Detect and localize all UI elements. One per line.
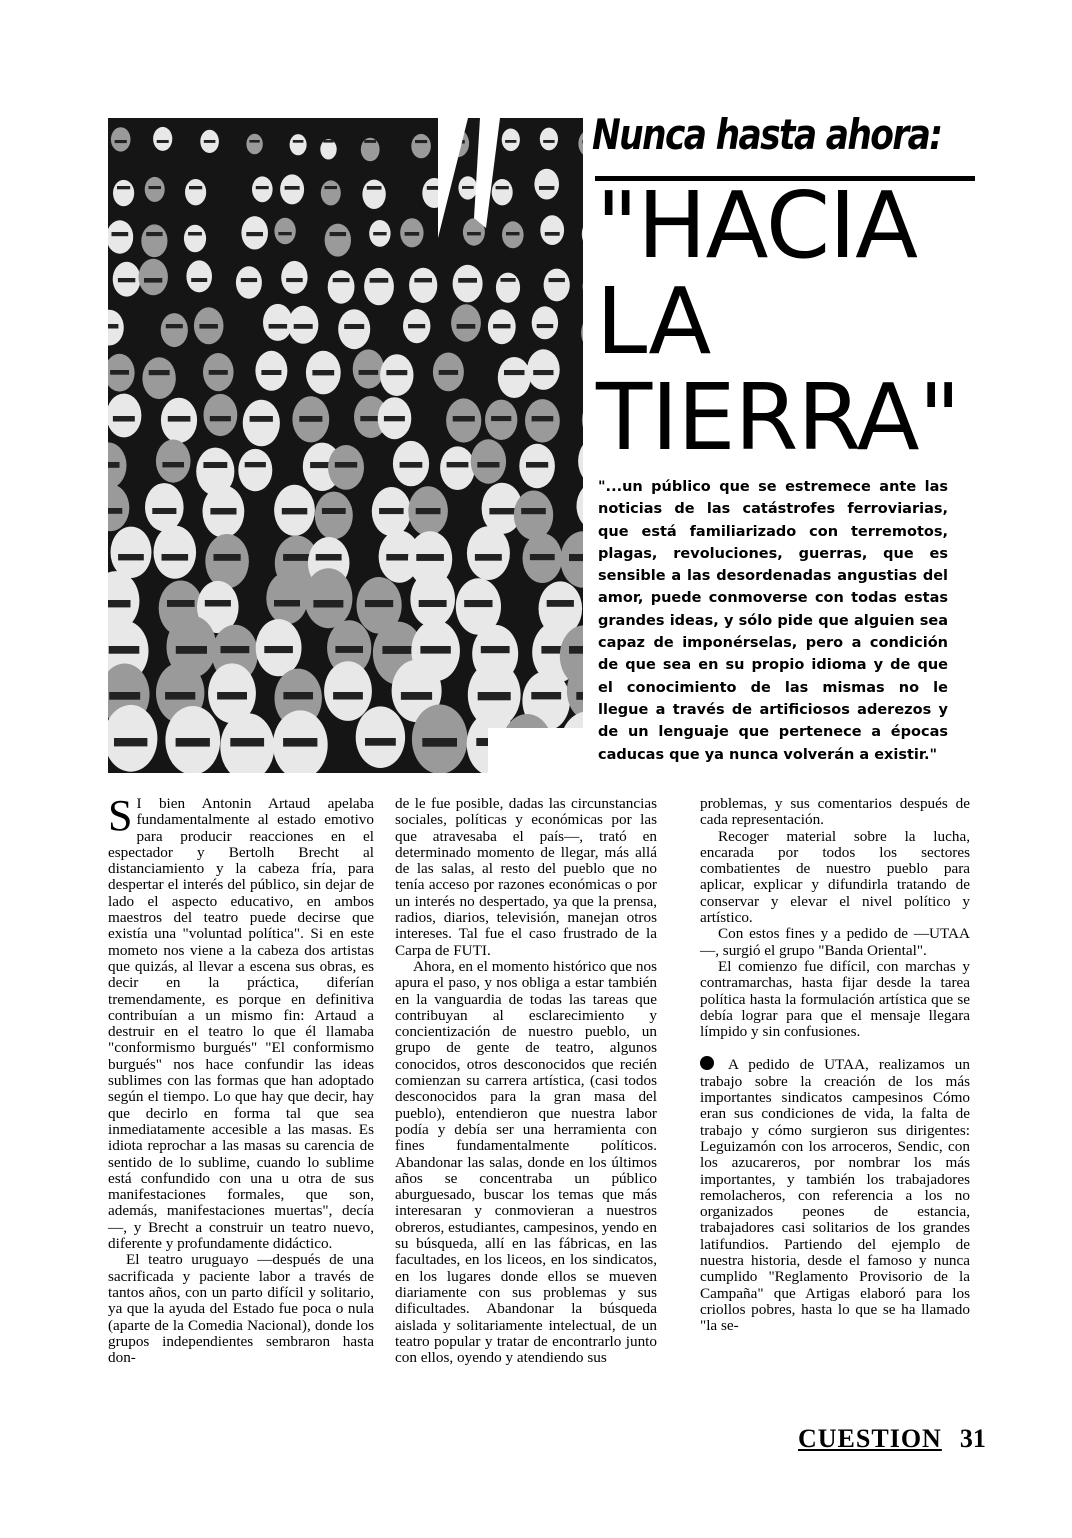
pull-quote: "...un público que se estremece ante las noticias de las catástrofes ferroviarias, que está familiarizado con terremotos, plagas, revoluciones, guerras, que es sensible a las desordenadas angustias del amor, puede conmoverse con todas estas grandes ideas, y sólo pide que alguien sea capaz de imponérselas, pero a condición de que sea en su propio idioma y de que el conocimiento de las mismas no le llegue a través de artificiosos aderezos y de un lenguaje que pertenece a épocas caducas que ya nunca volverán a existir."	[598, 479, 948, 763]
column-3	[700, 796, 970, 1335]
page-footer	[798, 1424, 998, 1454]
headline-line-1: "HACIA	[596, 172, 918, 279]
paragraph	[700, 1056, 970, 1334]
column-2	[395, 796, 657, 1366]
paragraph-text: A pedido de UTAA, realizamos un trabajo sobre la creación de los más importantes sindicatos campesinos Cómo eran sus condiciones de vida, la falta de trabajo y cómo surgieron sus dirigentes: Leguizamón con los arroceros, Sendic, con los azucareros, por nombrar los más importantes, y también los trabajadores remolacheros, con referencia a los no organizados peones de estancia, trabajadores casi solitarios de los grandes latifundios. Partiendo del ejemplo de nuestra historia, desde el famoso y nunca cumplido "Reglamento Provisorio de la Campaña" que Artigas elaboró para los criollos pobres, hasta lo que se ha llamado "la se-	[700, 1056, 970, 1335]
paragraph: Ahora, en el momento histórico que nos apura el paso, y nos obliga a estar también en la vanguardia de todas las tareas que contribuyan al esclarecimiento y concientización de nuestro pueblo, un grupo de gente de teatro, algunos conocidos, otros desconocidos que recién comienzan su carrera artística, (casi todos desconocidos para la gran masa del pueblo), entendieron que nuestra labor podía y debía ser una herramienta con fines fundamentalmente políticos. Abandonar las salas, donde en los últimos años se concentraba un público aburguesado, buscar los temas que más interesaran y conmovieran a nuestros obreros, estudiantes, campesinos, yendo en su búsqueda, allí en las fábricas, en las facultades, en los liceos, en los sindicatos, en los lugares donde ellos se mueven diariamente con sus problemas y sus dificultades. Abandonar la búsqueda aislada y solitariamente intelectual, de un teatro popular y tratar de encontrarlo junto con ellos, oyendo y atendiendo sus	[395, 957, 657, 1367]
page-number: 31	[959, 1424, 986, 1453]
paragraph: Con estos fines y a pedido de —UTAA—, surgió el grupo "Banda Oriental".	[700, 925, 970, 959]
paragraph	[108, 791, 374, 1253]
crowd-photo	[108, 118, 583, 773]
paragraph: problemas, y sus comentarios después de cada representación.	[700, 795, 970, 829]
bullet-icon	[700, 1056, 714, 1070]
paragraph: El teatro uruguayo —después de una sacrificada y paciente labor a través de tantos años, con un parto difícil y solitario, ya que la ayuda del Estado fue poca o nula (aparte de la Comedia Nacional), donde los grupos independientes sembraron hasta don-	[108, 1251, 374, 1367]
kicker: Nunca hasta ahora:	[592, 110, 942, 159]
column-1	[108, 791, 374, 1367]
paragraph-text: I bien Antonin Artaud apelaba fundamentalmente al estado emotivo para producir reacciones en el espectador y Bertolh Brecht al distanciamiento y la cabeza fría, para despertar el interés del público, sin dejar de lado el aspecto educativo, en ambos maestros del teatro puede decirse que existía una "voluntad política". Si en este mometo nos viene a la cabeza dos artistas que quizás, al llevar a escena sus obras, es decir en la práctica, diferían tremendamente, es porque en definitiva contribuían a un mismo fin: Artaud a destruir en el teatro lo que él llamaba "conformismo burgués" "El conformismo burgués" nos hace confundir las ideas sublimes con las formas que han adoptado según el tiempo. Lo que hay que decir, hay que decirlo en forma tal que sea inmediatamente accesible a las masas. Es idiota reprochar a las masas su carencia de sentido de lo sublime, cuando lo sublime está confundido con una u otra de sus manifestaciones formales, que son, además, manifestaciones muertas", decía—, y Brecht a construir un teatro nuevo, diferente y profundamente didáctico.	[108, 795, 374, 1253]
headline-line-2: LA	[596, 268, 711, 375]
section-gap	[700, 1040, 970, 1056]
headline-line-3: TIERRA"	[596, 364, 960, 471]
paragraph: de le fue posible, dadas las circunstancias sociales, políticas y económicas por las que atravesaba el país—, trató en determinado momento de llegar, más allá de las salas, al resto del pueblo que no tenía acceso por razones económicas o por un interés no despertado, ya que la prensa, radios, diarios, televisión, manejan otros intereses. Tal fue el caso frustrado de la Carpa de FUTI.	[395, 795, 657, 959]
drop-cap: S	[108, 791, 133, 840]
paragraph: Recoger material sobre la lucha, encarada por todos los sectores combatientes de nuestro pueblo para aplicar, explicar y difundirla tratando de conservar y elevar el nivel político y artístico.	[700, 827, 970, 927]
crowd-photo-image	[108, 118, 583, 773]
magazine-name: CUESTION	[798, 1424, 942, 1453]
headline	[596, 172, 996, 471]
paragraph: El comienzo fue difícil, con marchas y contramarchas, hasta fijar desde la tarea política hasta la formulación artística que se debía lograr para que el mensaje llegara límpido y sin confusiones.	[700, 957, 970, 1041]
